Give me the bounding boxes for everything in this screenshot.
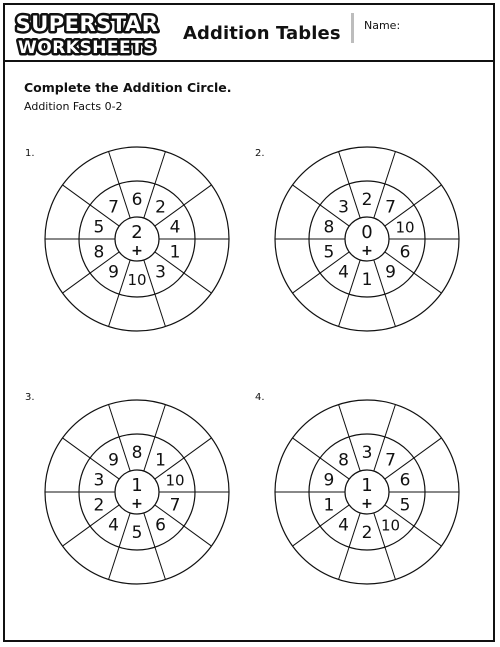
center-number: 1 bbox=[361, 475, 373, 496]
ring-number: 2 bbox=[93, 495, 105, 516]
ring-number: 8 bbox=[93, 242, 105, 263]
ring-number: 8 bbox=[131, 443, 143, 463]
problem-number-label: 3. bbox=[25, 392, 35, 403]
ring-number: 2 bbox=[155, 197, 166, 218]
logo-text-line1: SUPERSTAR bbox=[15, 12, 159, 36]
ring-number: 8 bbox=[338, 450, 349, 471]
header-rule bbox=[3, 60, 495, 62]
name-divider bbox=[351, 13, 354, 43]
ring-number: 6 bbox=[155, 515, 166, 536]
ring-number: 7 bbox=[385, 450, 396, 471]
header bbox=[3, 3, 495, 61]
ring-number: 5 bbox=[323, 242, 335, 263]
ring-number: 9 bbox=[323, 470, 335, 491]
addition-circle bbox=[271, 396, 463, 588]
ring-number: 10 bbox=[165, 471, 185, 490]
subtitle: Addition Facts 0-2 bbox=[24, 100, 123, 113]
name-label: Name: bbox=[364, 19, 401, 32]
ring-number: 1 bbox=[155, 450, 166, 471]
ring-number: 6 bbox=[399, 242, 411, 263]
ring-number: 4 bbox=[338, 262, 349, 283]
ring-number: 3 bbox=[155, 262, 166, 283]
plus-operator: + bbox=[361, 243, 373, 259]
plus-operator: + bbox=[131, 496, 143, 512]
ring-number: 4 bbox=[108, 515, 119, 536]
ring-number: 8 bbox=[323, 217, 335, 238]
ring-number: 5 bbox=[93, 217, 105, 238]
ring-number: 2 bbox=[361, 523, 373, 543]
ring-number: 3 bbox=[93, 470, 105, 491]
ring-number: 1 bbox=[361, 270, 373, 290]
ring-number: 5 bbox=[399, 495, 411, 516]
ring-number: 10 bbox=[395, 218, 415, 237]
problem-number-label: 1. bbox=[25, 148, 35, 159]
addition-circle bbox=[41, 396, 233, 588]
addition-circle bbox=[271, 143, 463, 335]
problem-number-label: 4. bbox=[255, 392, 265, 403]
ring-number: 9 bbox=[108, 450, 119, 471]
ring-number: 2 bbox=[361, 190, 373, 210]
problem-number-label: 2. bbox=[255, 148, 265, 159]
ring-number: 4 bbox=[169, 217, 181, 238]
ring-number: 7 bbox=[108, 197, 119, 218]
page-title: Addition Tables bbox=[183, 23, 341, 44]
superstar-worksheets-logo bbox=[12, 9, 162, 57]
ring-number: 10 bbox=[380, 516, 401, 535]
ring-number: 7 bbox=[385, 197, 396, 218]
ring-number: 4 bbox=[338, 515, 349, 536]
ring-number: 9 bbox=[108, 262, 119, 283]
ring-number: 3 bbox=[361, 443, 373, 463]
logo-text-line2: WORKSHEETS bbox=[17, 38, 157, 57]
instructions: Complete the Addition Circle. bbox=[24, 80, 232, 95]
ring-number: 5 bbox=[131, 523, 143, 543]
ring-number: 1 bbox=[323, 495, 335, 516]
plus-operator: + bbox=[361, 496, 373, 512]
center-number: 0 bbox=[361, 222, 373, 243]
ring-number: 3 bbox=[338, 197, 349, 218]
ring-number: 7 bbox=[169, 495, 181, 516]
plus-operator: + bbox=[131, 243, 143, 259]
ring-number: 6 bbox=[131, 190, 143, 210]
ring-number: 9 bbox=[385, 262, 396, 283]
center-number: 1 bbox=[131, 475, 143, 496]
ring-number: 1 bbox=[169, 242, 181, 263]
addition-circle bbox=[41, 143, 233, 335]
center-number: 2 bbox=[131, 222, 143, 243]
ring-number: 10 bbox=[127, 271, 147, 289]
ring-number: 6 bbox=[399, 470, 411, 491]
